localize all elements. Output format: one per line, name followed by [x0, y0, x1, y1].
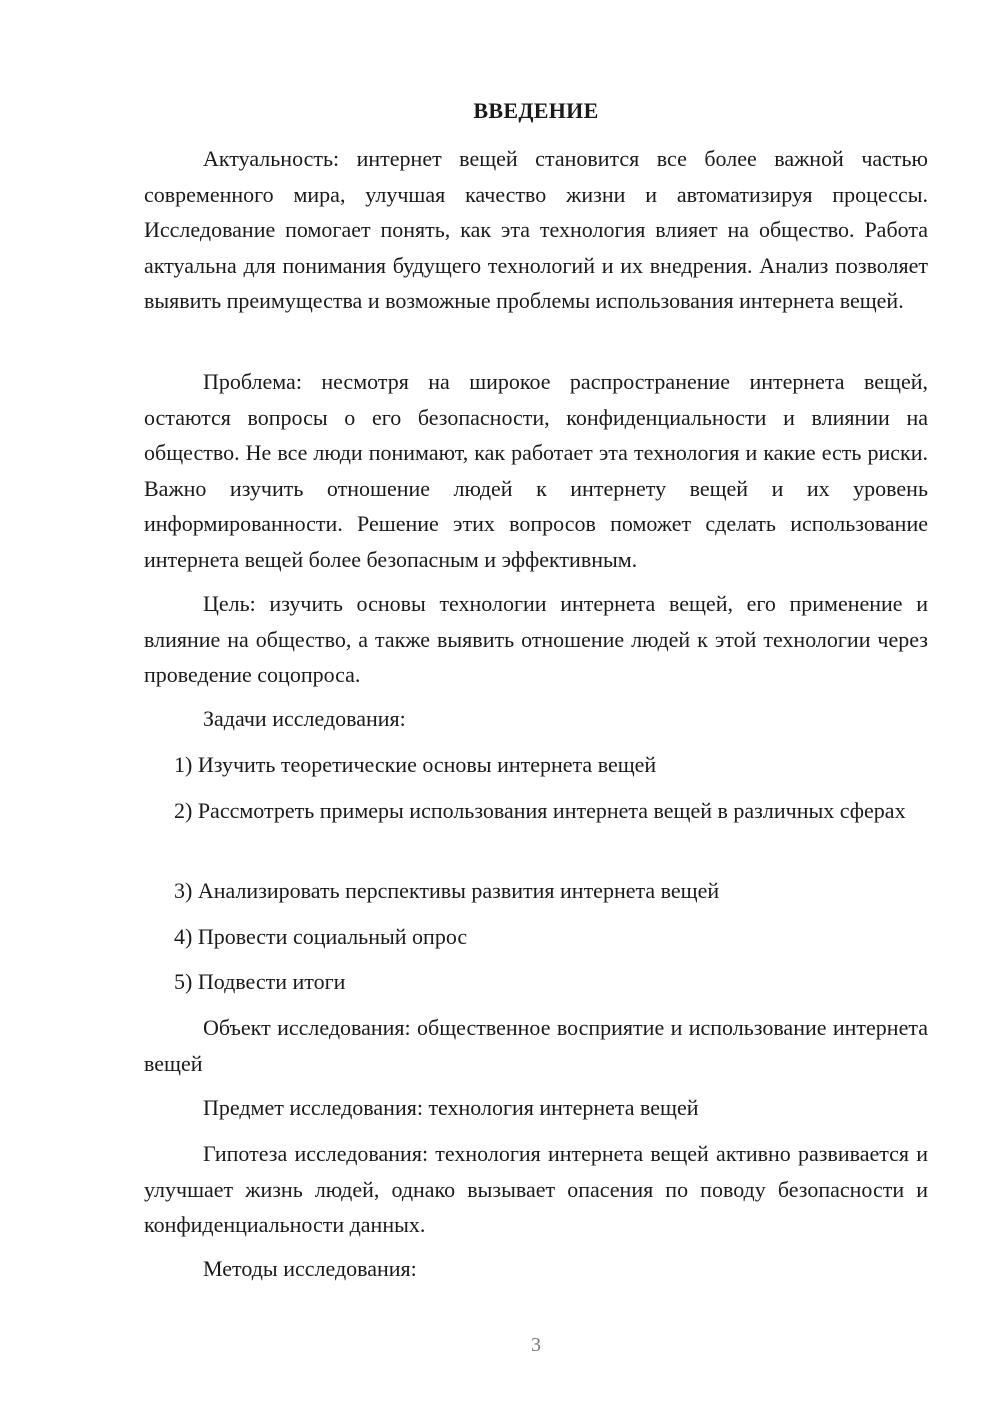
- tasks-heading: Задачи исследования:: [203, 706, 406, 731]
- paragraph-subject: Предмет исследования: технология интернета вещей: [203, 1095, 699, 1120]
- list-item: 4) Провести социальный опрос: [174, 924, 468, 949]
- list-item: 5) Подвести итоги: [174, 969, 346, 994]
- paragraph-hypothesis: Гипотеза исследования: технология интернета вещей активно развивается и улучшает жизнь людей, однако вызывает опасения по поводу безопасности и конфиденциальности данных.: [144, 1141, 928, 1237]
- paragraph-relevance: Актуальность: интернет вещей становится все более важной частью современного мира, улучшая качество жизни и автоматизируя процессы. Исследование помогает понять, как эта технология влияет на общество. Работа актуальна для понимания будущего технологий и их внедрения. Анализ позволяет выявить преимущества и возможные проблемы использования интернета вещей.: [144, 146, 928, 313]
- page-title: ВВЕДЕНИЕ: [473, 98, 599, 123]
- list-item: 3) Анализировать перспективы развития интернета вещей: [174, 878, 720, 903]
- paragraph-goal: Цель: изучить основы технологии интернета вещей, его применение и влияние на общество, а также выявить отношение людей к этой технологии через проведение соцопроса.: [144, 591, 928, 687]
- list-item: 2) Рассмотреть примеры использования интернета вещей в различных сферах: [174, 798, 906, 823]
- paragraph-object: Объект исследования: общественное восприятие и использование интернета вещей: [144, 1015, 928, 1076]
- list-item: 1) Изучить теоретические основы интернета вещей: [174, 752, 657, 777]
- page-number: 3: [531, 1334, 541, 1356]
- paragraph-problem: Проблема: несмотря на широкое распространение интернета вещей, остаются вопросы о его безопасности, конфиденциальности и влиянии на общество. Не все люди понимают, как работает эта технология и какие есть риски. Важно изучить отношение людей к интернету вещей и их уровень информированности. Решение этих вопросов поможет сделать использование интернета вещей более безопасным и эффективным.: [144, 369, 928, 572]
- methods-heading: Методы исследования:: [203, 1256, 417, 1281]
